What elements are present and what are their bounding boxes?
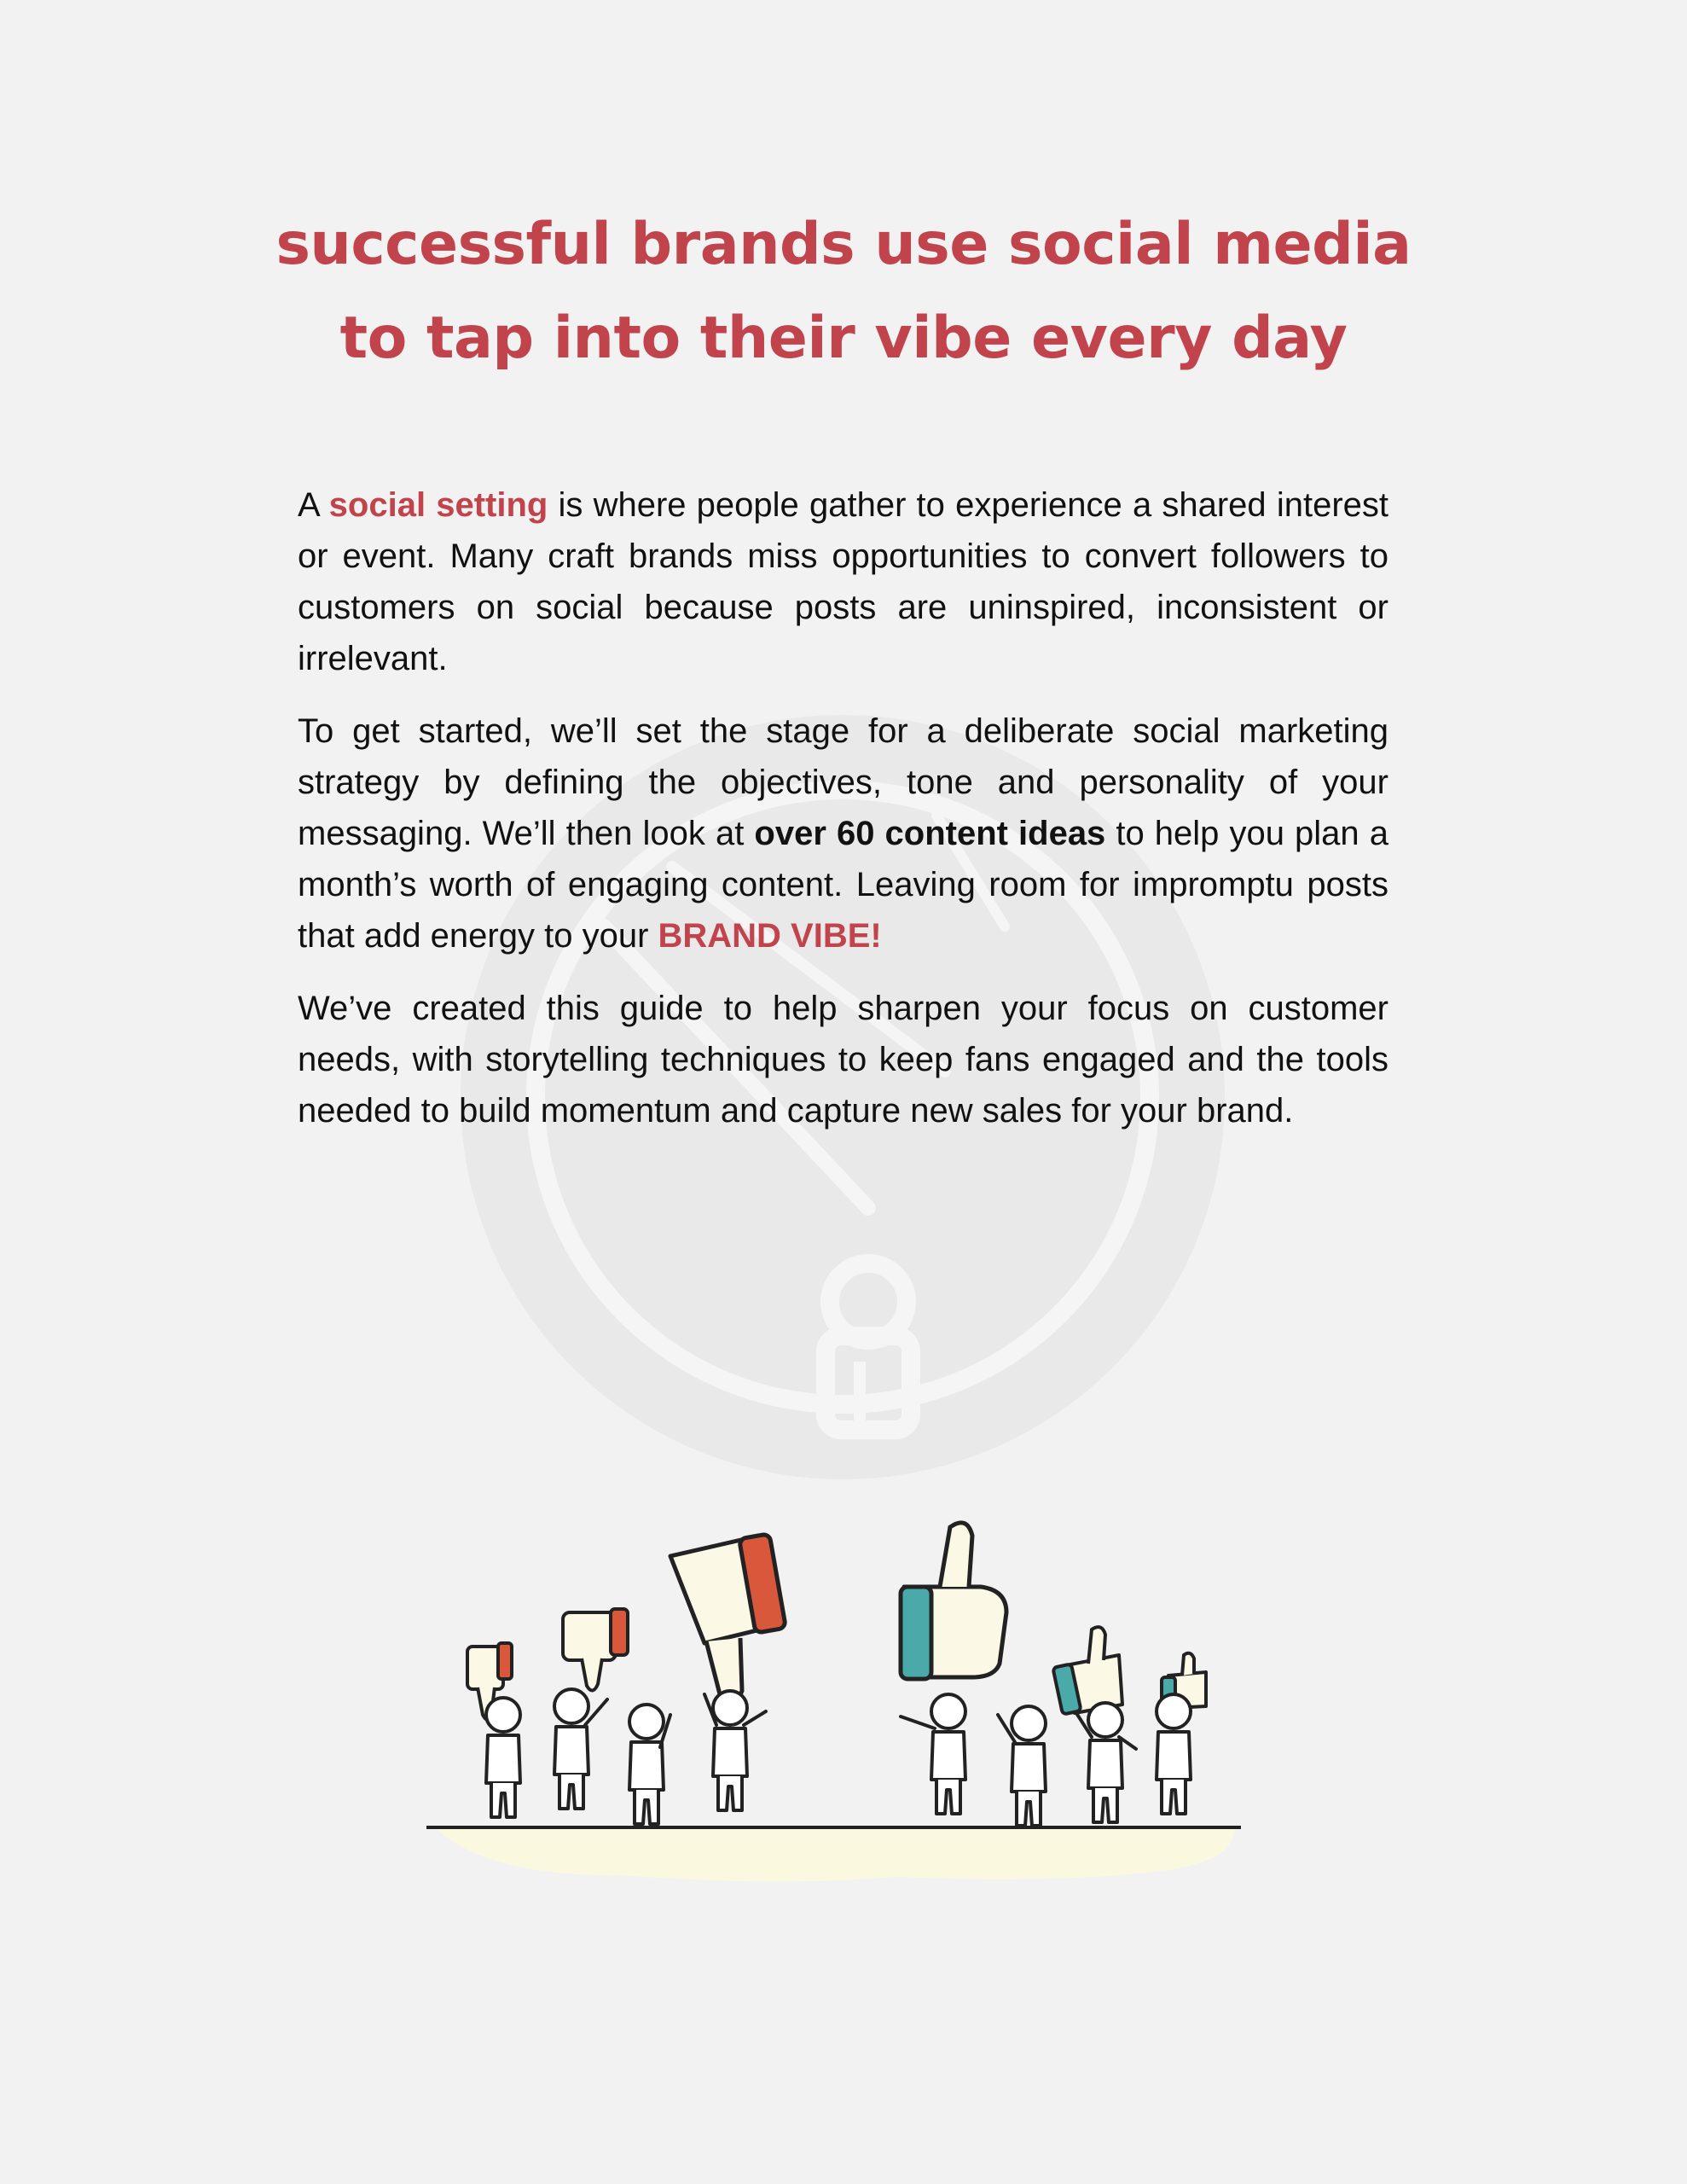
crowd-thumbs-up-down-illustration <box>418 1502 1254 1902</box>
paragraph-1-rest: is where people gather to experience a shared interest or event. Many craft brands miss opportunities to convert followers to customers on social because posts are uninspired, inconsistent or irrelevant. <box>298 486 1389 677</box>
thumb-up-large-icon <box>901 1523 1006 1679</box>
paragraph-1-lead: A <box>298 486 329 524</box>
paragraph-2-part-2: to help you plan a month’s worth of engaging content. Leaving room for impromptu posts that add energy to your <box>298 815 1388 955</box>
person-figure-icon <box>1157 1694 1191 1814</box>
person-figure-icon <box>629 1705 664 1824</box>
person-figure-icon <box>713 1691 747 1810</box>
person-figure-icon <box>1088 1703 1122 1822</box>
person-figure-icon <box>486 1698 520 1817</box>
paragraph-guide-purpose <box>298 983 1388 1136</box>
paragraph-2-part-1: To get started, we’ll set the stage for a deliberate social marketing strategy by defining the objectives, tone and personality of your messaging. We’ll then look at <box>298 712 1388 852</box>
title-line-1: successful brands use social media <box>275 211 1412 278</box>
person-figure-icon <box>554 1689 588 1809</box>
paragraph-getting-started <box>298 706 1388 961</box>
paragraph-social-setting <box>298 479 1388 684</box>
paragraph-3-text: We’ve created this guide to help sharpen your focus on customer needs, with storytelling techniques to keep fans engaged and the tools needed to build momentum and capture new sales for your brand. <box>298 990 1388 1130</box>
highlight-social-setting: social setting <box>328 486 548 524</box>
title-line-2: to tap into their vibe every day <box>339 305 1348 372</box>
body-text <box>298 479 1388 1158</box>
highlight-brand-vibe: BRAND VIBE! <box>658 917 882 955</box>
thumb-down-medium-icon <box>563 1609 628 1691</box>
thumb-down-large-icon <box>670 1534 786 1702</box>
thumb-up-medium-icon <box>1052 1627 1122 1715</box>
person-figure-icon <box>1012 1706 1046 1826</box>
person-figure-icon <box>931 1694 965 1814</box>
bold-content-ideas: over 60 content ideas <box>754 815 1106 852</box>
page-title <box>171 198 1516 386</box>
